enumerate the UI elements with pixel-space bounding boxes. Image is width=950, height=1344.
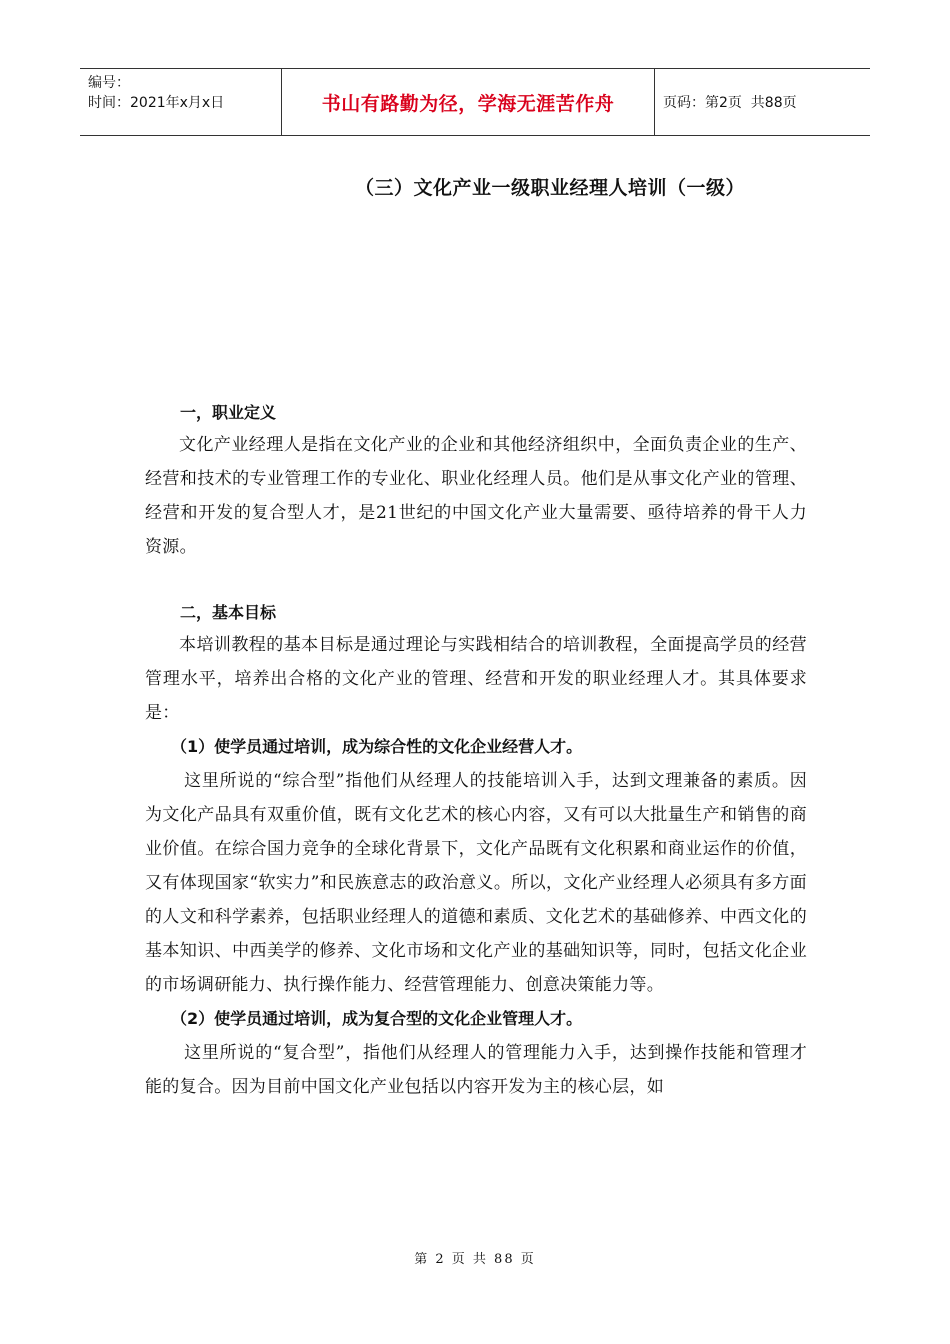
document-number-label: 编号： (88, 75, 130, 91)
subheading-goal-1: （1）使学员通过培训，成为综合性的文化企业经营人才。 (171, 737, 583, 756)
header-table (80, 68, 870, 136)
page-footer: 第 2 页 共 88 页 (414, 1252, 536, 1267)
header-page-info-cell (655, 69, 870, 135)
paragraph-goals-intro: 本培训教程的基本目标是通过理论与实践相结合的培训教程，全面提高学员的经营管理水平，培养出合格的文化产业的管理、经营和开发的职业经理人才。其具体要求是： (145, 635, 807, 723)
header-page-info: 页码：第2页 共88页 (663, 95, 797, 111)
document-time-label: 时间：2021年x月x日 (88, 95, 225, 111)
paragraph-goal-2: 这里所说的“复合型”，指他们从经理人的管理能力入手，达到操作技能和管理才能的复合。因为目前中国文化产业包括以内容开发为主的核心层，如 (145, 1043, 807, 1097)
section-heading-goals: 二，基本目标 (180, 603, 277, 622)
spacer (145, 564, 807, 598)
document-title: （三）文化产业一级职业经理人培训（一级） (354, 177, 745, 199)
section-heading-definition: 一，职业定义 (180, 403, 277, 422)
header-meta-cell (80, 69, 282, 135)
paragraph-goal-1: 这里所说的“综合型”指他们从经理人的技能培训入手，达到文理兼备的素质。因为文化产品具有双重价值，既有文化艺术的核心内容，又有可以大批量生产和销售的商业价值。在综合国力竞争的全球化背景下，文化产品既有文化积累和商业运作的价值，又有体现国家“软实力”和民族意志的政治意义。所以，文化产业经理人必须具有多方面的人文和科学素养，包括职业经理人的道德和素质、文化艺术的基础修养、中西文化的基本知识、中西美学的修养、文化市场和文化产业的基础知识等，同时，包括文化企业的市场调研能力、执行操作能力、经营管理能力、创意决策能力等。 (145, 771, 807, 995)
subheading-goal-2: （2）使学员通过培训，成为复合型的文化企业管理人才。 (171, 1009, 583, 1028)
header-motto: 书山有路勤为径，学海无涯苦作舟 (282, 69, 655, 135)
document-body (145, 398, 807, 1104)
paragraph-definition: 文化产业经理人是指在文化产业的企业和其他经济组织中，全面负责企业的生产、经营和技术的专业管理工作的专业化、职业化经理人员。他们是从事文化产业的管理、经营和开发的复合型人才，是21世纪的中国文化产业大量需要、亟待培养的骨干人力资源。 (145, 435, 807, 557)
